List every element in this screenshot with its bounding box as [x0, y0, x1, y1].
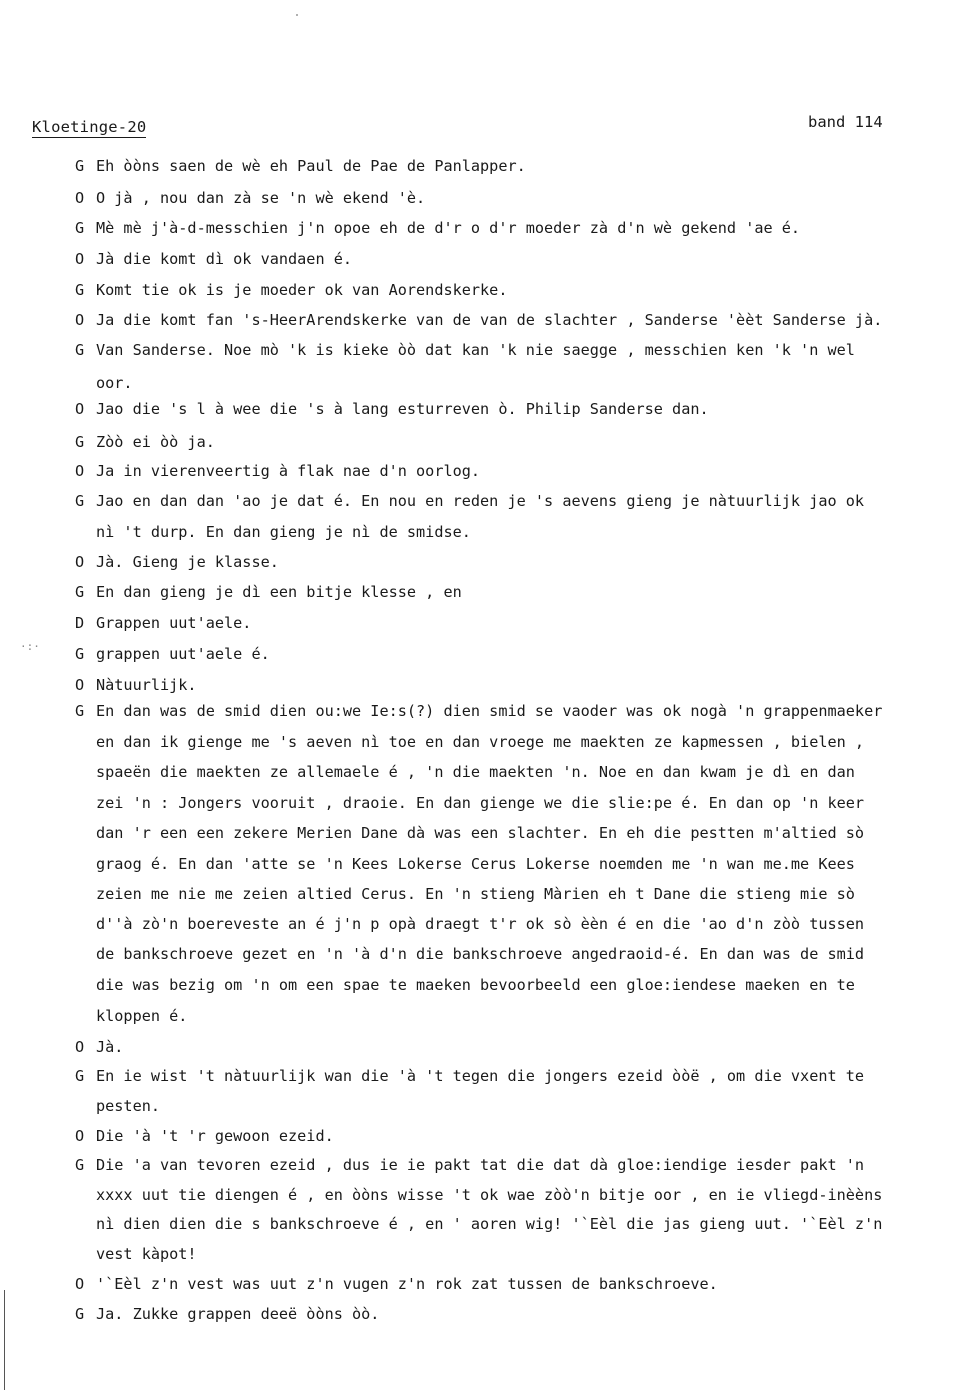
line-text: Grappen uut'aele.: [96, 614, 252, 632]
line-text: O jà , nou dan zà se 'n wè ekend 'è.: [96, 189, 426, 207]
line-text: Jao en dan dan 'ao je dat é. En nou en reden je 's aevens gieng je nàtuurlijk jao ok: [96, 492, 865, 510]
transcript-line: [96, 733, 864, 751]
speaker-label: G: [75, 219, 85, 237]
transcript-line: [96, 824, 864, 842]
line-text: pesten.: [96, 1097, 161, 1115]
line-text: Zòò ei òò ja.: [96, 433, 215, 451]
line-text: Ja. Zukke grappen deeë òòns òò.: [96, 1305, 380, 1323]
transcript-line: [75, 1038, 123, 1056]
margin-mark: ·:·: [20, 640, 40, 653]
speaker-label: O: [75, 311, 85, 329]
line-text: En ie wist 't nàtuurlijk wan die 'à 't tegen die jongers ezeid òòë , om die vxent te: [96, 1067, 865, 1085]
line-text: dan 'r een een zekere Merien Dane dà was een slachter. En eh die pestten m'altied sò: [96, 824, 865, 842]
band-number: band 114: [808, 113, 883, 131]
line-text: Ja in vierenveertig à flak nae d'n oorlog.: [96, 462, 481, 480]
transcript-line: [75, 492, 864, 510]
speaker-label: G: [75, 157, 85, 175]
line-text: En dan gieng je dì een bitje klesse , en: [96, 583, 462, 601]
speaker-label: G: [75, 645, 85, 663]
document-title: Kloetinge-20: [32, 118, 147, 136]
transcript-line: [75, 553, 279, 571]
transcript-line: [75, 281, 507, 299]
speaker-label: G: [75, 583, 85, 601]
line-text: kloppen é.: [96, 1007, 188, 1025]
transcript-line: [75, 157, 526, 175]
transcript-line: [75, 583, 462, 601]
transcript-line: [75, 341, 855, 359]
transcript-line: [96, 885, 855, 903]
speaker-label: O: [75, 189, 85, 207]
transcript-line: [96, 1097, 160, 1115]
transcript-line: [96, 1007, 187, 1025]
speaker-label: G: [75, 1067, 85, 1085]
line-text: nì 't durp. En dan gieng je nì de smidse.: [96, 523, 471, 541]
transcript-line: [96, 855, 855, 873]
speaker-label: G: [75, 1305, 85, 1323]
transcript-line: [75, 462, 480, 480]
line-text: Die 'a van tevoren ezeid , dus ie ie pakt tat die dat dà gloe:iendige iesder pakt 'n: [96, 1156, 865, 1174]
transcript-line: [96, 1186, 882, 1204]
line-text: grappen uut'aele é.: [96, 645, 270, 663]
line-text: Jao die 's l à wee die 's à lang esturreven ò. Philip Sanderse dan.: [96, 400, 709, 418]
speaker-label: O: [75, 1127, 85, 1145]
line-text: de bankschroeve gezet en 'n 'à d'n die bankschroeve angedraoid-é. En dan was de smid: [96, 945, 865, 963]
transcript-line: [96, 374, 133, 392]
line-text: Van Sanderse. Noe mò 'k is kieke òò dat kan 'k nie saegge , messchien ken 'k 'n wel: [96, 341, 855, 359]
line-text: Mè mè j'à-d-messchien j'n opoe eh de d'r o d'r moeder zà d'n wè gekend 'ae é.: [96, 219, 801, 237]
transcript-line: [96, 945, 864, 963]
transcript-line: [96, 763, 855, 781]
speaker-label: G: [75, 1156, 85, 1174]
transcript-line: [75, 1275, 718, 1293]
transcript-line: [75, 614, 251, 632]
line-text: spaeën die maekten ze allemaele é , 'n die maekten 'n. Noe en dan kwam je dì en dan: [96, 763, 855, 781]
line-text: '`Eèl z'n vest was uut z'n vugen z'n rok zat tussen de bankschroeve.: [96, 1275, 718, 1293]
transcript-line: [75, 433, 215, 451]
transcript-line: [75, 1067, 864, 1085]
speaker-label: O: [75, 676, 85, 694]
line-text: Eh òòns saen de wè eh Paul de Pae de Panlapper.: [96, 157, 526, 175]
line-text: vest kàpot!: [96, 1245, 197, 1263]
speaker-label: O: [75, 1275, 85, 1293]
speaker-label: O: [75, 400, 85, 418]
line-text: Die 'à 't 'r gewoon ezeid.: [96, 1127, 334, 1145]
line-text: d''à zò'n boereveste an é j'n p opà draegt t'r ok sò èèn é en die 'ao d'n zòò tussen: [96, 915, 865, 933]
transcript-line: [75, 250, 352, 268]
transcript-line: [96, 1215, 882, 1233]
line-text: En dan was de smid dien ou:we Ie:s(?) dien smid se vaoder was ok nogà 'n grappenmaeker: [96, 702, 883, 720]
transcript-line: [75, 189, 425, 207]
transcript-line: [75, 1305, 379, 1323]
line-text: Jà die komt dì ok vandaen é.: [96, 250, 353, 268]
transcript-line: [75, 400, 709, 418]
transcript-line: [96, 523, 471, 541]
line-text: zeien me nie me zeien altied Cerus. En 'n stieng Màrien eh t Dane die stieng mie sò: [96, 885, 855, 903]
speaker-label: G: [75, 702, 85, 720]
line-text: die was bezig om 'n om een spae te maeken bevoorbeeld een gloe:iendese maeken en te: [96, 976, 855, 994]
speaker-label: G: [75, 492, 85, 510]
line-text: zei 'n : Jongers vooruit , draoie. En dan gienge we die slie:pe é. En dan op 'n keer: [96, 794, 865, 812]
margin-rule: [4, 1290, 5, 1390]
speaker-label: O: [75, 1038, 85, 1056]
transcript-line: [75, 676, 197, 694]
speaker-label: O: [75, 250, 85, 268]
line-text: en dan ik gienge me 's aeven nì toe en dan vroege me maekten ze kapmessen , bielen ,: [96, 733, 865, 751]
speaker-label: G: [75, 341, 85, 359]
transcript-line: [75, 645, 270, 663]
speaker-label: D: [75, 614, 85, 632]
transcript-line: [75, 219, 800, 237]
line-text: Nàtuurlijk.: [96, 676, 197, 694]
transcript-line: [96, 1245, 197, 1263]
transcript-line: [96, 915, 864, 933]
transcript-line: [75, 702, 882, 720]
page-speck: [296, 14, 298, 16]
transcript-line: [96, 976, 855, 994]
line-text: xxxx uut tie diengen é , en òòns wisse 't ok wae zòò'n bitje oor , en ie vliegd-inèèns: [96, 1186, 883, 1204]
transcript-line: [75, 1127, 334, 1145]
line-text: oor.: [96, 374, 133, 392]
line-text: Jà. Gieng je klasse.: [96, 553, 279, 571]
transcript-line: [96, 794, 864, 812]
line-text: graog é. En dan 'atte se 'n Kees Lokerse Cerus Lokerse noemden me 'n wan me.me Kees: [96, 855, 855, 873]
line-text: Ja die komt fan 's-HeerArendskerke van de van de slachter , Sanderse 'èèt Sanderse jà.: [96, 311, 883, 329]
transcript-line: [75, 1156, 864, 1174]
speaker-label: O: [75, 553, 85, 571]
speaker-label: O: [75, 462, 85, 480]
line-text: Komt tie ok is je moeder ok van Aorendskerke.: [96, 281, 508, 299]
speaker-label: G: [75, 281, 85, 299]
transcript-line: [75, 311, 882, 329]
line-text: nì dien dien die s bankschroeve é , en ' aoren wig! '`Eèl die jas gieng uut. '`Eèl z'n: [96, 1215, 883, 1233]
line-text: Jà.: [96, 1038, 124, 1056]
speaker-label: G: [75, 433, 85, 451]
